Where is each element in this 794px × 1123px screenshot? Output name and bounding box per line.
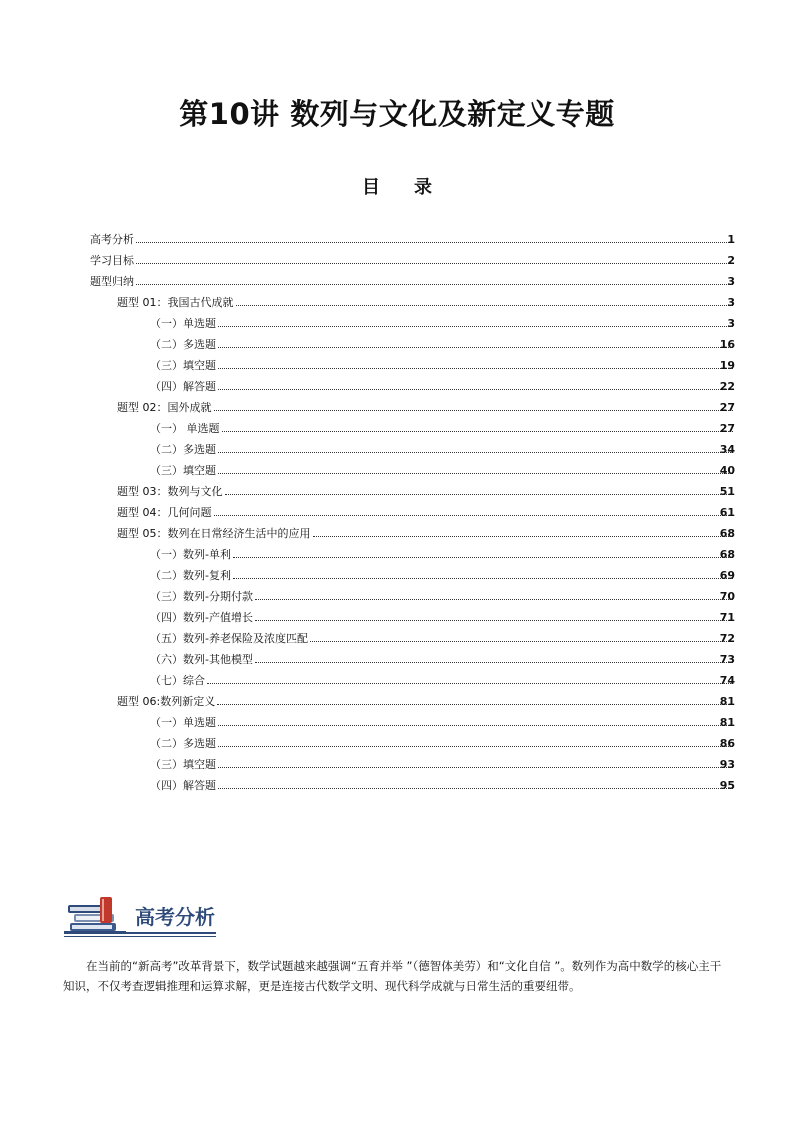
- toc-entry[interactable]: （二）数列-复利 69: [150, 569, 735, 582]
- analysis-paragraph: 在当前的“新高考”改革背景下，数学试题越来越强调“五育并举 ”（德智体美劳）和“文化自信 ”。数列作为高中数学的核心主干知识，不仅考查逻辑推理和运算求解，更是连接古代数学文明、现代科学成就与日常生活的重要纽带。: [63, 959, 722, 993]
- toc-entry[interactable]: （三）填空题 93: [150, 758, 735, 771]
- toc-entry[interactable]: 题型 01：我国古代成就 3: [117, 296, 735, 309]
- toc-entry[interactable]: （六）数列-其他模型 73: [150, 653, 735, 666]
- toc-entry[interactable]: 题型 04：几何问题 61: [117, 506, 735, 519]
- toc-entry[interactable]: （三）数列-分期付款 70: [150, 590, 735, 603]
- toc-entry[interactable]: （四）解答题 95: [150, 779, 735, 792]
- toc-entry[interactable]: （二）多选题 86: [150, 737, 735, 750]
- toc-entry[interactable]: （四）解答题 22: [150, 380, 735, 393]
- toc-entry[interactable]: （五）数列-养老保险及浓度匹配 72: [150, 632, 735, 645]
- toc-entry[interactable]: 题型归纳 3: [90, 275, 735, 288]
- section-divider: [64, 936, 216, 937]
- toc-entry[interactable]: 题型 02：国外成就 27: [117, 401, 735, 414]
- section-title: 高考分析: [135, 905, 215, 929]
- section-header-gaokao-analysis: [64, 893, 724, 939]
- toc-entry[interactable]: （一）数列-单利 68: [150, 548, 735, 561]
- toc-entry[interactable]: （二）多选题 34: [150, 443, 735, 456]
- toc-entry[interactable]: （七）综合 74: [150, 674, 735, 687]
- toc-entry[interactable]: 题型 03：数列与文化 51: [117, 485, 735, 498]
- toc-entry[interactable]: 题型 05：数列在日常经济生活中的应用 68: [117, 527, 735, 540]
- books-icon: [64, 893, 126, 935]
- toc-entry[interactable]: （一）单选题 3: [150, 317, 735, 330]
- toc-entry[interactable]: （一）单选题 81: [150, 716, 735, 729]
- toc-entry[interactable]: （四）数列-产值增长 71: [150, 611, 735, 624]
- toc-entry[interactable]: 学习目标 2: [90, 254, 735, 267]
- toc-entry[interactable]: 高考分析 1: [90, 233, 735, 246]
- toc-heading: 目录: [362, 177, 466, 198]
- toc-entry[interactable]: （二）多选题 16: [150, 338, 735, 351]
- toc-entry[interactable]: （三）填空题 19: [150, 359, 735, 372]
- toc-entry[interactable]: 题型 06:数列新定义 81: [117, 695, 735, 708]
- page-title: 第10讲 数列与文化及新定义专题: [179, 97, 615, 131]
- toc-entry[interactable]: （三）填空题 40: [150, 464, 735, 477]
- section-divider: [64, 932, 216, 934]
- toc-entry[interactable]: （一） 单选题 27: [150, 422, 735, 435]
